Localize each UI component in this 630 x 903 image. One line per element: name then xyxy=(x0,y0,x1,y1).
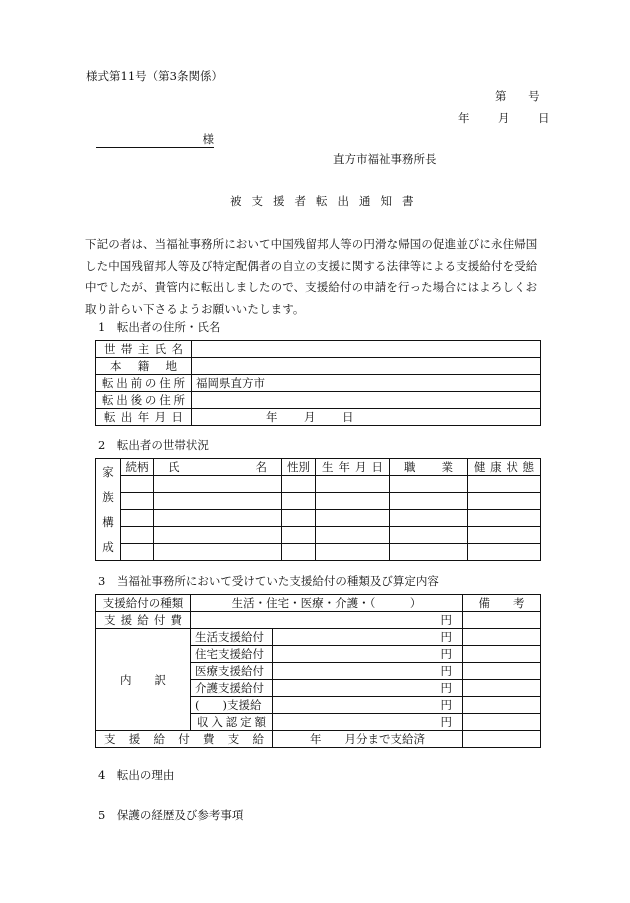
cell-relation[interactable] xyxy=(121,476,154,493)
value-recognized-income[interactable]: 円 xyxy=(273,714,463,731)
label-benefit-type: 支援給付の種類 xyxy=(96,595,191,612)
family-char-3: 構 xyxy=(102,514,114,529)
cell-remarks[interactable] xyxy=(463,663,541,680)
value-benefit-types: 生活・住宅・医療・介護・（ ） xyxy=(191,595,463,612)
cell-sex[interactable] xyxy=(282,510,316,527)
table-row xyxy=(96,375,541,392)
date-year: 年 xyxy=(458,111,470,125)
number-go: 号 xyxy=(528,89,540,103)
cell-relation[interactable] xyxy=(121,544,154,561)
move-date-month: 月 xyxy=(304,410,316,424)
value-living-benefit[interactable]: 円 xyxy=(273,629,463,646)
cell-name[interactable] xyxy=(154,493,282,510)
family-char-1: 家 xyxy=(102,464,114,479)
value-other-benefit[interactable]: 円 xyxy=(273,697,463,714)
cell-birthdate[interactable] xyxy=(316,493,390,510)
cell-birthdate[interactable] xyxy=(316,527,390,544)
table-row xyxy=(96,392,541,409)
table-row xyxy=(96,476,541,493)
mover-address-table xyxy=(95,340,541,426)
value-move-date[interactable] xyxy=(192,409,541,426)
cell-occupation[interactable] xyxy=(390,510,468,527)
cell-remarks[interactable] xyxy=(463,731,541,748)
header-birthdate: 生年月日 xyxy=(316,459,390,476)
label-other-benefit: ( )支援給 xyxy=(191,697,273,714)
table-row xyxy=(96,510,541,527)
cell-relation[interactable] xyxy=(121,527,154,544)
label-recognized-income: 収入認定額 xyxy=(191,714,273,731)
header-occupation-2: 業 xyxy=(441,460,453,474)
section-5-heading: 5 保護の経歴及び参考事項 xyxy=(98,808,244,822)
number-dai: 第 xyxy=(495,89,507,103)
cell-birthdate[interactable] xyxy=(316,544,390,561)
table-row xyxy=(96,493,541,510)
label-housing-benefit: 住宅支援給付 xyxy=(191,646,273,663)
cell-remarks[interactable] xyxy=(463,612,541,629)
header-name-2: 名 xyxy=(255,460,267,474)
header-occupation xyxy=(390,459,468,476)
table-row xyxy=(96,629,541,646)
section-3-heading: 3 当福祉事務所において受けていた支援給付の種類及び算定内容 xyxy=(98,574,439,588)
table-header-row xyxy=(96,459,541,476)
header-health: 健康状態 xyxy=(468,459,541,476)
header-name xyxy=(154,459,282,476)
cell-remarks[interactable] xyxy=(463,680,541,697)
body-text: 下記の者は、当福祉事務所において中国残留邦人等の円滑な帰国の促進並びに永住帰国した中国残留邦人等及び特定配偶者の自立の支援に関する法律等による支援給付を受給中でしたが、貴管内に転出しましたので、支援給付の申請を行った場合にはよろしくお取り計らい下さるようお願いいたします。 xyxy=(85,237,538,316)
value-benefit-fee[interactable]: 円 xyxy=(191,612,463,629)
cell-health[interactable] xyxy=(468,493,541,510)
table-row xyxy=(96,409,541,426)
move-date-day: 日 xyxy=(342,410,354,424)
label-care-benefit: 介護支援給付 xyxy=(191,680,273,697)
date-day: 日 xyxy=(538,111,550,125)
label-benefit-fee: 支援給付費 xyxy=(96,612,191,629)
document-number xyxy=(495,88,540,104)
cell-sex[interactable] xyxy=(282,493,316,510)
cell-remarks[interactable] xyxy=(463,714,541,731)
cell-sex[interactable] xyxy=(282,544,316,561)
cell-health[interactable] xyxy=(468,510,541,527)
family-char-2: 族 xyxy=(102,489,114,504)
form-number: 様式第11号（第3条関係） xyxy=(86,69,223,83)
label-previous-address: 転出前の住所 xyxy=(96,375,192,392)
label-breakdown: 内 訳 xyxy=(96,629,191,731)
label-household-head: 世帯主氏名 xyxy=(96,341,192,358)
section-4-heading: 4 転出の理由 xyxy=(98,768,175,782)
section-2-heading: 2 転出者の世帯状況 xyxy=(98,438,209,452)
label-medical-benefit: 医療支援給付 xyxy=(191,663,273,680)
value-housing-benefit[interactable]: 円 xyxy=(273,646,463,663)
table-row xyxy=(96,358,541,375)
issue-date xyxy=(458,110,550,126)
cell-name[interactable] xyxy=(154,527,282,544)
section-1-heading: 1 転出者の住所・氏名 xyxy=(98,320,221,334)
cell-health[interactable] xyxy=(468,527,541,544)
label-domicile: 本籍地 xyxy=(96,358,192,375)
cell-health[interactable] xyxy=(468,544,541,561)
label-living-benefit: 生活支援給付 xyxy=(191,629,273,646)
value-previous-address[interactable]: 福岡県直方市 xyxy=(192,375,541,392)
cell-name[interactable] xyxy=(154,476,282,493)
table-row xyxy=(96,544,541,561)
value-new-address[interactable] xyxy=(192,392,541,409)
value-care-benefit[interactable]: 円 xyxy=(273,680,463,697)
issuer: 直方市福祉事務所長 xyxy=(333,152,437,166)
family-composition-label xyxy=(96,459,121,561)
header-sex: 性別 xyxy=(282,459,316,476)
cell-relation[interactable] xyxy=(121,493,154,510)
cell-name[interactable] xyxy=(154,510,282,527)
table-row xyxy=(96,527,541,544)
label-move-date: 転出年月日 xyxy=(96,409,192,426)
cell-remarks[interactable] xyxy=(463,629,541,646)
cell-sex[interactable] xyxy=(282,527,316,544)
cell-health[interactable] xyxy=(468,476,541,493)
label-remarks: 備 考 xyxy=(463,595,541,612)
cell-remarks[interactable] xyxy=(463,646,541,663)
value-domicile[interactable] xyxy=(192,358,541,375)
header-occupation-1: 職 xyxy=(404,460,416,474)
header-name-1: 氏 xyxy=(168,460,180,474)
cell-occupation[interactable] xyxy=(390,544,468,561)
benefit-table xyxy=(95,594,541,748)
table-row xyxy=(96,731,541,748)
header-relation: 続柄 xyxy=(121,459,154,476)
cell-name[interactable] xyxy=(154,544,282,561)
document-title: 被支援者転出通知書 xyxy=(230,194,424,208)
value-payment[interactable]: 年 月分まで支給済 xyxy=(273,731,463,748)
cell-relation[interactable] xyxy=(121,510,154,527)
family-char-4: 成 xyxy=(102,539,114,554)
value-household-head[interactable] xyxy=(192,341,541,358)
label-new-address: 転出後の住所 xyxy=(96,392,192,409)
cell-occupation[interactable] xyxy=(390,476,468,493)
cell-birthdate[interactable] xyxy=(316,476,390,493)
date-month: 月 xyxy=(498,111,510,125)
table-row xyxy=(96,612,541,629)
move-date-year: 年 xyxy=(266,410,278,424)
value-medical-benefit[interactable]: 円 xyxy=(273,663,463,680)
addressee: 様 xyxy=(96,131,214,148)
cell-sex[interactable] xyxy=(282,476,316,493)
label-payment: 支援給付費支給 xyxy=(96,731,273,748)
household-table xyxy=(95,458,541,561)
table-row xyxy=(96,341,541,358)
cell-remarks[interactable] xyxy=(463,697,541,714)
cell-birthdate[interactable] xyxy=(316,510,390,527)
cell-occupation[interactable] xyxy=(390,527,468,544)
cell-occupation[interactable] xyxy=(390,493,468,510)
table-row xyxy=(96,595,541,612)
